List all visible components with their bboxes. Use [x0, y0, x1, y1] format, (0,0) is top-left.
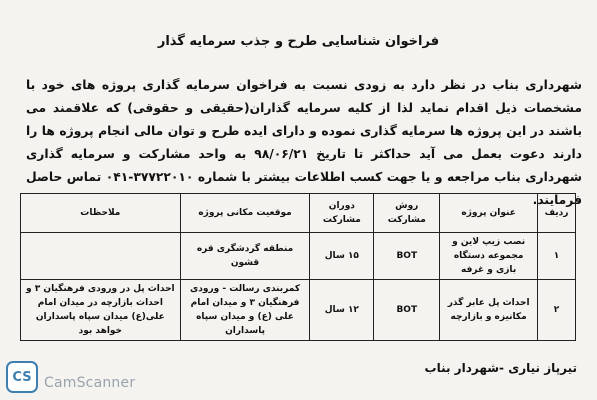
cell-notes [21, 233, 181, 280]
cell-project-title: احداث پل عابر گذر مکانیزه و بازارچه [440, 280, 538, 341]
cell-location: کمربندی رسالت - ورودی فرهنگیان ۳ و میدان امام علی (ع) و میدان سپاه پاسداران [180, 280, 310, 341]
document-title: فراخوان شناسایی طرح و جذب سرمایه گذار [157, 34, 440, 49]
cell-location: منطقه گردشگری قره قشون [180, 233, 310, 280]
projects-table [20, 193, 576, 341]
cell-row-number: ۱ [538, 233, 576, 280]
header-participation-method: روش مشارکت [374, 194, 440, 233]
header-project-title: عنوان پروژه [440, 194, 538, 233]
cell-method: BOT [374, 280, 440, 341]
cell-period: ۱۵ سال [310, 233, 374, 280]
header-notes: ملاحظات [21, 194, 181, 233]
camscanner-logo-icon [6, 361, 38, 393]
cell-project-title: نصب زیپ لاین و مجموعه دستگاه بازی و غرفه [440, 233, 538, 280]
table-row [21, 280, 576, 341]
header-row-number: ردیف [538, 194, 576, 233]
table-row [21, 233, 576, 280]
header-participation-period: دوران مشارکت [310, 194, 374, 233]
header-project-location: موقعیت مکانی پروژه [180, 194, 310, 233]
table-header-row [21, 194, 576, 233]
camscanner-wordmark: CamScanner [44, 375, 136, 391]
signature-line: تیرپاز نیاری -شهردار بناب [424, 361, 577, 375]
camscanner-logo-text: CS [12, 369, 32, 385]
cell-notes: احداث پل در ورودی فرهنگیان ۳ و احداث بازارچه در میدان امام علی(ع) میدان سپاه پاسداران خواهد بود [21, 280, 181, 341]
cell-method: BOT [374, 233, 440, 280]
announcement-paragraph: شهرداری بناب در نظر دارد به زودی نسبت به فراخوان سرمایه گذاری پروژه های خود با مشخصات ذیل اقدام نماید لذا از کلیه سرمایه گذاران(حقیقی و حقوقی) که علاقمند می باشند در این پروژه ها سرمایه گذاری نموده و دارای ایده طرح و توان مالی انجام پروژه ها را دارند دعوت بعمل می آید حداکثر تا تاریخ ۹۸/۰۶/۲۱ به واحد مشارکت و سرمایه گذاری شهرداری بناب مراجعه و یا جهت کسب اطلاعات بیشتر با شماره ۳۷۷۲۲۰۱۰-۰۴۱ تماس حاصل فرمایند. [26, 78, 582, 207]
cell-row-number: ۲ [538, 280, 576, 341]
cell-period: ۱۲ سال [310, 280, 374, 341]
